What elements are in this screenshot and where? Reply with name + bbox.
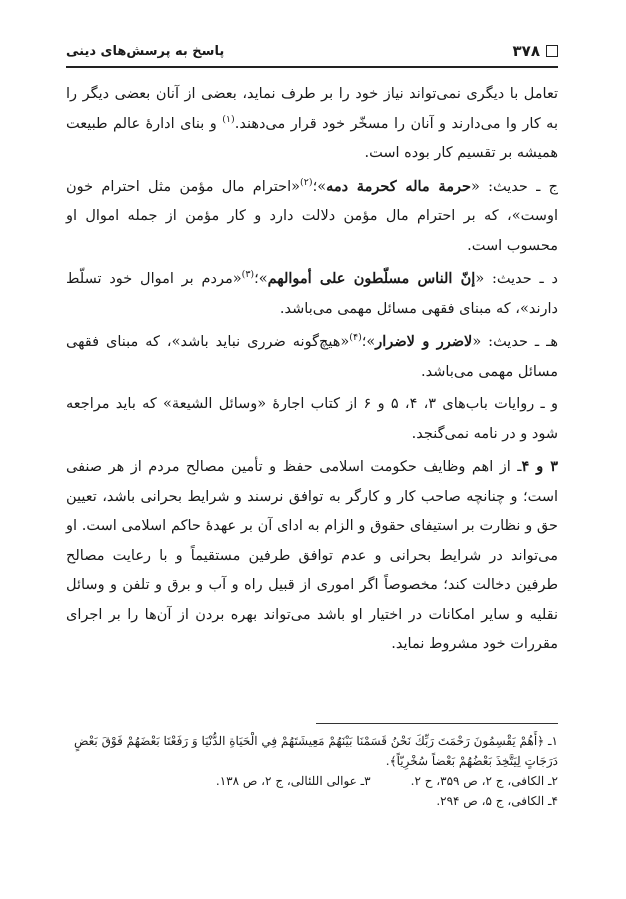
footnote-rule: [316, 723, 558, 724]
footnote-1: ۱ـ ﴿أَهُمْ يَقْسِمُونَ رَحْمَتَ رَبِّكَ نَحْنُ قَسَمْنَا بَيْنَهُمْ مَعِيشَتَهُمْ فِي الْحَيَاةِ الدُّنْيَا وَ رَفَعْنَا بَعْضَهُمْ فَوْقَ بَعْضٍ دَرَجَاتٍ لِيَتَّخِذَ بَعْضُهُمْ بَعْضاً سُخْرِيّاً﴾.: [73, 734, 558, 768]
hadith-text: إنّ الناس مسلّطون علی أموالهم: [267, 270, 476, 287]
footnote-ref: (۴): [349, 332, 362, 344]
header-rule: [66, 66, 558, 68]
footnotes: [66, 731, 558, 811]
footnote-3: ۳ـ عوالی اللئالی، ج ۲، ص ۱۳۸.: [215, 774, 371, 788]
section-number: ۳ و ۴: [521, 458, 558, 475]
paragraph: هـ ـ حدیث: «لاضرر و لاضرار»؛$^{(۴)}$«هیچ‌گونه ضرری نباید باشد»، که مبنای فقهی مسائل مهمی می‌باشد.: [66, 332, 559, 380]
hadith-text: لاضرر و لاضرار: [375, 333, 473, 350]
footnote-ref: (۲): [300, 176, 313, 188]
paragraph: تعامل با دیگری نمی‌تواند نیاز خود را بر طرف نماید، بعضی از آنان بعضی دیگر را به کار وا می‌دارند و آنان را مسخّر خود قرار می‌دهند.$^{(۱)}$ و بنای ادارهٔ عالم طبیعت همیشه بر تقسیم کار بوده است.: [66, 86, 558, 161]
page-number-group: [513, 42, 558, 60]
paragraph: و ـ روایات باب‌های ۳، ۴، ۵ و ۶ از کتاب اجارهٔ «وسائل الشیعة» که باید مراجعه شود و در نامه نمی‌گنجد.: [66, 396, 558, 442]
page-number: ۳۷۸: [512, 42, 540, 60]
footnote-ref: (۱): [222, 113, 235, 125]
paragraph: د ـ حدیث: «إنّ الناس مسلّطون علی أموالهم»؛$^{(۳)}$«مردم بر اموال خود تسلّط دارند»، که مبنای فقهی مسائل مهمی می‌باشد.: [66, 269, 559, 317]
page-header: [66, 38, 558, 64]
running-title: پاسخ به پرسش‌های دینی: [66, 43, 225, 59]
footnote-2: ۲ـ الکافی، ج ۲، ص ۳۵۹، ح ۲.: [410, 774, 558, 788]
body-text: [66, 80, 558, 663]
footnote-row: [66, 771, 558, 791]
paragraph: ۳ و ۴ـ از اهم وظایف حکومت اسلامی حفظ و تأمین مصالح مردم از هر صنفی است؛ و چنانچه صاحب کار و کارگر به توافق نرسند و شرایط بحرانی باشد، تعیین حق و نظارت بر استیفای حقوق و الزام به ادای آن بر عهدهٔ حاکم اسلامی است. او می‌تواند در شرایط بحرانی و عدم توافق طرفین مستقیماً و با رعایت مصالح طرفین دخالت کند؛ مخصوصاً اگر اموری از قبیل راه و آب و برق و تلفن و وسائل نقلیه و سایر امکانات در اختیار او باشد می‌تواند بهره بردن از آن‌ها را بر اجرای مقررات خود مشروط نماید.: [66, 458, 558, 652]
square-icon: [546, 45, 558, 57]
footnote-4: ۴ـ الکافی، ج ۵، ص ۲۹۴.: [436, 794, 558, 808]
paragraph: ج ـ حدیث: «حرمة ماله کحرمة دمه»؛$^{(۲)}$«احترام مال مؤمن مثل احترام خون اوست»، که بر احترام مال مؤمن دلالت دارد و کار مؤمن از جمله اموال او محسوب است.: [66, 176, 558, 254]
hadith-text: حرمة ماله کحرمة دمه: [326, 177, 471, 195]
footnote-ref: (۳): [241, 269, 255, 281]
